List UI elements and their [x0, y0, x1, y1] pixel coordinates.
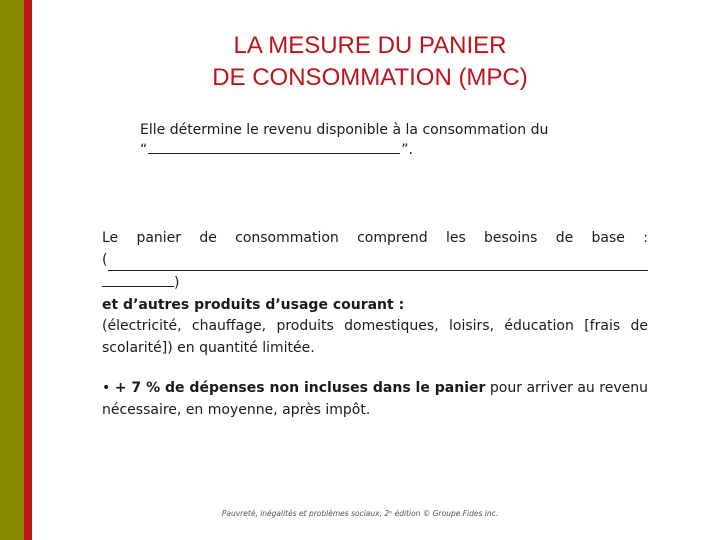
panier-paragraph [102, 228, 648, 359]
panier-bold-line: et d’autres produits d’usage courant : [102, 296, 405, 313]
footer-credit: Pauvreté, inégalités et problèmes sociaux, 2ᵉ édition © Groupe Fides inc. [221, 509, 499, 518]
intro-close-quote: ”. [401, 142, 413, 158]
panier-blank-row [102, 250, 648, 272]
panier-fill-blank-short [102, 271, 174, 287]
panier-line-1-word: base [591, 230, 625, 246]
title-line-1: LA MESURE DU PANIER [233, 32, 507, 59]
panier-line-1-word: besoins [484, 230, 538, 246]
panier-fill-blank-long [108, 255, 648, 271]
left-red-bar [24, 0, 32, 540]
bullet-paragraph [102, 378, 648, 421]
intro-line-1: Elle détermine le revenu disponible à la consommation du [140, 122, 549, 138]
panier-line-1-word: : [643, 230, 648, 246]
intro-paragraph [140, 120, 610, 160]
title-line-2: DE CONSOMMATION (MPC) [212, 64, 528, 91]
intro-open-quote: “ [140, 142, 148, 158]
bullet-rest-text: pour arriver au revenu nécessaire, en moyenne, après impôt. [102, 380, 649, 418]
panier-line-1-word: de [555, 230, 574, 246]
panier-blank-row-2 [102, 271, 648, 295]
panier-close-paren: ) [174, 275, 180, 291]
slide-title [140, 30, 600, 94]
panier-line-1-word: panier [136, 230, 182, 246]
bullet-marker: • [102, 380, 111, 396]
bullet-bold-text: + 7 % de dépenses non incluses dans le panier [114, 380, 486, 396]
panier-line-1-word: comprend [357, 230, 428, 246]
panier-open-paren: ( [102, 251, 108, 268]
panier-line-1-word: consommation [235, 230, 339, 246]
panier-line-1 [102, 228, 648, 250]
panier-line-1-word: les [445, 230, 466, 246]
left-olive-bar [0, 0, 24, 540]
panier-line-1-word: de [199, 230, 217, 246]
intro-fill-blank [148, 140, 400, 154]
panier-detail: (électricité, chauffage, produits domestiques, loisirs, éducation [frais de scolarité]) en quantité limitée. [102, 318, 648, 356]
panier-line-1-word: Le [102, 230, 119, 246]
intro-line-2 [140, 140, 610, 160]
